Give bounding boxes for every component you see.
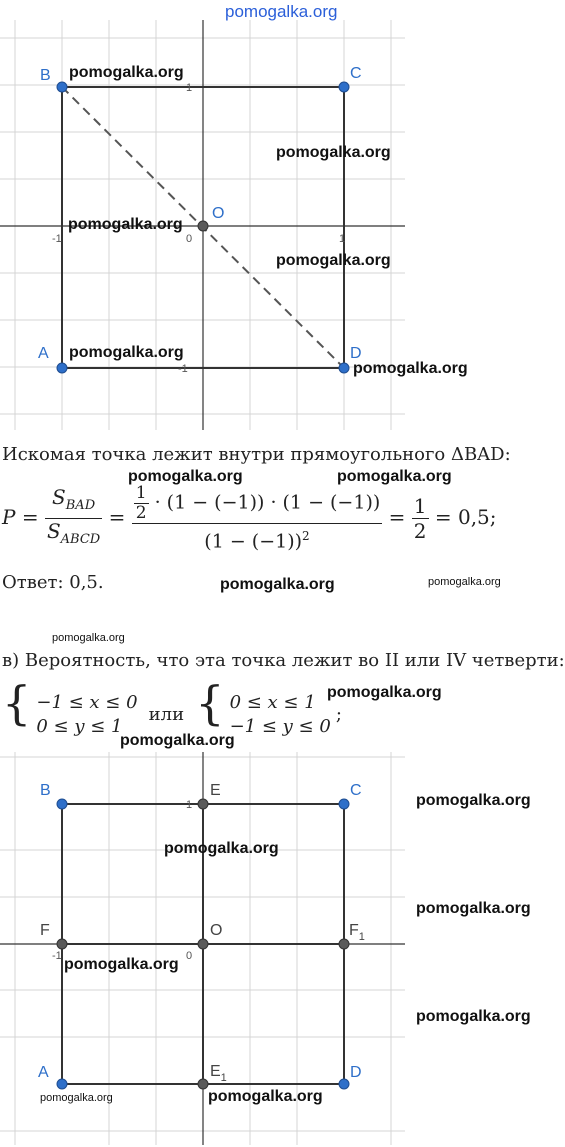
- watermark: pomogalka.org: [353, 360, 468, 377]
- tick-x-zero-1: 0: [186, 233, 193, 245]
- watermark: pomogalka.org: [416, 900, 531, 917]
- point-c-2: [339, 799, 349, 809]
- watermark: pomogalka.org: [64, 956, 179, 973]
- answer-text: Ответ: 0,5.: [2, 572, 104, 593]
- watermark: pomogalka.org: [128, 468, 243, 485]
- label-c-2: C: [350, 782, 362, 799]
- part-v-text: в) Вероятность, что эта точка лежит во II или IV четверти:: [2, 650, 565, 671]
- label-f: F: [40, 922, 50, 939]
- label-a-2: A: [38, 1064, 49, 1081]
- point-o: [198, 221, 208, 231]
- formula-eq: =: [21, 505, 39, 530]
- watermark: pomogalka.org: [68, 216, 183, 233]
- label-a: A: [38, 345, 49, 362]
- watermark: pomogalka.org: [164, 840, 279, 857]
- tick-y-pos-1: 1: [186, 82, 193, 94]
- watermark: pomogalka.org: [69, 64, 184, 81]
- label-b-2: B: [40, 782, 51, 799]
- watermark: pomogalka.org: [40, 1092, 113, 1104]
- formula-area-ratio: $\frac{S_{BAD}}{S_{ABCD}}$: [46, 485, 101, 548]
- system-1: −1 ≤ x ≤ 0 0 ≤ y ≤ 1: [36, 691, 138, 737]
- point-d: [339, 363, 349, 373]
- system-2: 0 ≤ x ≤ 1 −1 ≤ y ≤ 0: [229, 691, 331, 737]
- formula-tail: = 0,5;: [434, 505, 497, 530]
- label-b: B: [40, 67, 51, 84]
- tick-x-pos-1: 1: [339, 233, 346, 245]
- point-a: [57, 363, 67, 373]
- watermark: pomogalka.org: [416, 1008, 531, 1025]
- watermark: pomogalka.org: [416, 792, 531, 809]
- watermark: pomogalka.org: [120, 732, 235, 749]
- formula-eq: =: [388, 505, 406, 530]
- label-d-2: D: [350, 1064, 362, 1081]
- watermark: pomogalka.org: [428, 576, 501, 588]
- formula-eq: =: [108, 505, 126, 530]
- point-c: [339, 82, 349, 92]
- point-f1: [339, 939, 349, 949]
- point-b-2: [57, 799, 67, 809]
- watermark: pomogalka.org: [337, 468, 452, 485]
- probability-formula: [2, 484, 497, 553]
- formula-p: P: [2, 505, 16, 530]
- point-e1: [198, 1079, 208, 1089]
- watermark: pomogalka.org: [276, 144, 391, 161]
- tick-y-pos-2: 1: [186, 799, 193, 811]
- point-b: [57, 82, 67, 92]
- label-c: C: [350, 65, 362, 82]
- inequality-systems: { −1 ≤ x ≤ 0 0 ≤ y ≤ 1 или { 0 ≤ x ≤ 1 −1 ≤ y ≤ 0 ;: [2, 676, 342, 737]
- label-e1: $E_1$: [210, 1063, 227, 1084]
- watermark: pomogalka.org: [208, 1088, 323, 1105]
- label-f1: $F_1$: [349, 922, 365, 943]
- tick-x-neg-1: -1: [52, 233, 62, 245]
- point-e: [198, 799, 208, 809]
- watermark: pomogalka.org: [69, 344, 184, 361]
- brace-left-1: {: [2, 676, 32, 730]
- brace-left-2: {: [195, 676, 225, 730]
- point-d-2: [339, 1079, 349, 1089]
- top-watermark: pomogalka.org: [225, 2, 338, 21]
- point-f: [57, 939, 67, 949]
- formula-computation: $\frac{1}{2}$ · (1 − (−1)) · (1 − (−1)) $(1 - (-1))^2$: [132, 484, 383, 553]
- point-a-2: [57, 1079, 67, 1089]
- label-o-2: O: [210, 922, 223, 939]
- tick-x-zero-2: 0: [186, 950, 193, 962]
- label-e: E: [210, 782, 221, 799]
- watermark: pomogalka.org: [327, 684, 442, 701]
- tick-y-neg-1: -1: [178, 363, 188, 375]
- watermark: pomogalka.org: [276, 252, 391, 269]
- watermark: pomogalka.org: [52, 632, 125, 644]
- intro-text: Искомая точка лежит внутри прямоугольного ΔBAD:: [2, 444, 511, 465]
- label-d: D: [350, 345, 362, 362]
- watermark: pomogalka.org: [220, 576, 335, 593]
- tick-x-neg-2: -1: [52, 950, 62, 962]
- label-o: O: [212, 205, 225, 222]
- formula-result: $\frac{1}{2}$: [413, 494, 427, 544]
- point-o-2: [198, 939, 208, 949]
